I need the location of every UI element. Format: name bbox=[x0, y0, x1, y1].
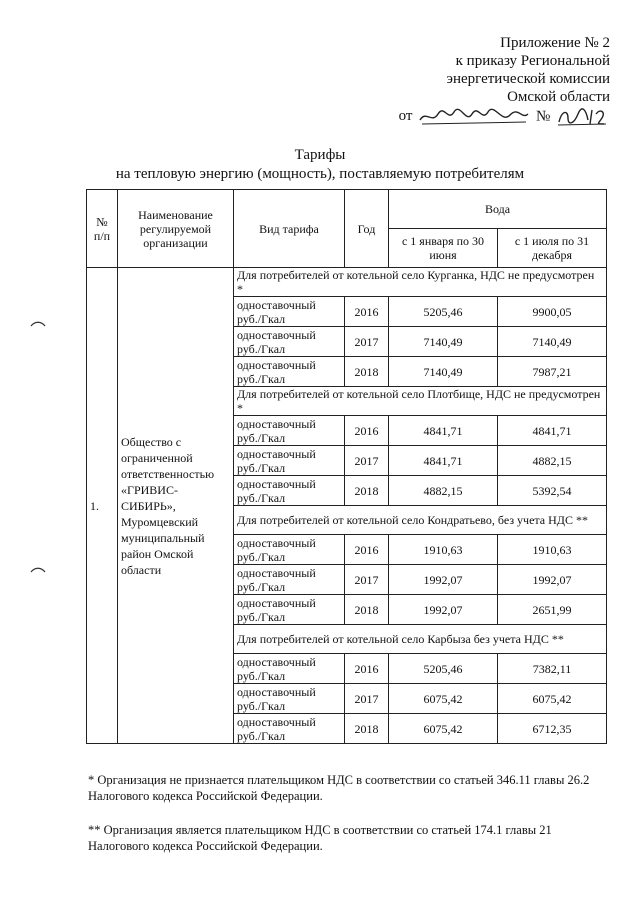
value-first-half-cell: 7140,49 bbox=[389, 327, 498, 357]
header-organization: Наименование регулируемой организации bbox=[118, 190, 234, 268]
year-cell: 2018 bbox=[345, 476, 389, 506]
appendix-date-line bbox=[399, 106, 610, 128]
appendix-line-4: Омской области bbox=[507, 89, 610, 105]
tariff-type-cell: одноставочный руб./Гкал bbox=[234, 565, 345, 595]
tariff-type-cell: одноставочный руб./Гкал bbox=[234, 654, 345, 684]
year-cell: 2018 bbox=[345, 714, 389, 744]
year-cell: 2018 bbox=[345, 357, 389, 387]
tariff-type-cell: одноставочный руб./Гкал bbox=[234, 297, 345, 327]
handwritten-date-signature bbox=[418, 106, 530, 128]
value-first-half-cell: 5205,46 bbox=[389, 654, 498, 684]
value-second-half-cell: 4841,71 bbox=[498, 416, 607, 446]
group-row bbox=[87, 268, 607, 297]
value-first-half-cell: 4841,71 bbox=[389, 416, 498, 446]
group-title: Для потребителей от котельной село Кондратьево, без учета НДС ** bbox=[234, 506, 607, 535]
title-line-2: на тепловую энергию (мощность), поставляемую потребителям bbox=[115, 166, 525, 182]
value-second-half-cell: 1992,07 bbox=[498, 565, 607, 595]
value-second-half-cell: 7382,11 bbox=[498, 654, 607, 684]
value-second-half-cell: 6075,42 bbox=[498, 684, 607, 714]
margin-mark-icon bbox=[30, 320, 46, 328]
value-first-half-cell: 1992,07 bbox=[389, 565, 498, 595]
tariff-type-cell: одноставочный руб./Гкал bbox=[234, 357, 345, 387]
document-title bbox=[0, 146, 640, 184]
footnotes bbox=[88, 772, 608, 872]
value-second-half-cell: 2651,99 bbox=[498, 595, 607, 625]
header-tariff-type: Вид тарифа bbox=[234, 190, 345, 268]
year-cell: 2017 bbox=[345, 446, 389, 476]
value-second-half-cell: 9900,05 bbox=[498, 297, 607, 327]
header-no: № п/п bbox=[87, 190, 118, 268]
tariff-type-cell: одноставочный руб./Гкал bbox=[234, 476, 345, 506]
appendix-ot-label: от bbox=[398, 108, 413, 125]
value-second-half-cell: 7987,21 bbox=[498, 357, 607, 387]
title-line-1: Тарифы bbox=[294, 147, 346, 163]
value-first-half-cell: 7140,49 bbox=[389, 357, 498, 387]
group-title: Для потребителей от котельной село Плотбище, НДС не предусмотрен * bbox=[234, 387, 607, 416]
value-second-half-cell: 1910,63 bbox=[498, 535, 607, 565]
footnote-2: ** Организация является плательщиком НДС в соответствии со статьей 174.1 главы 21 Налогового кодекса Российской Федерации. bbox=[88, 823, 552, 853]
value-second-half-cell: 5392,54 bbox=[498, 476, 607, 506]
group-title: Для потребителей от котельной село Курганка, НДС не предусмотрен * bbox=[234, 268, 607, 297]
value-first-half-cell: 6075,42 bbox=[389, 714, 498, 744]
value-second-half-cell: 7140,49 bbox=[498, 327, 607, 357]
value-second-half-cell: 6712,35 bbox=[498, 714, 607, 744]
year-cell: 2016 bbox=[345, 297, 389, 327]
year-cell: 2016 bbox=[345, 535, 389, 565]
value-first-half-cell: 1910,63 bbox=[389, 535, 498, 565]
value-second-half-cell: 4882,15 bbox=[498, 446, 607, 476]
tariffs-table bbox=[86, 189, 607, 744]
year-cell: 2017 bbox=[345, 327, 389, 357]
year-cell: 2017 bbox=[345, 684, 389, 714]
year-cell: 2018 bbox=[345, 595, 389, 625]
group-title: Для потребителей от котельной село Карбыза без учета НДС ** bbox=[234, 625, 607, 654]
appendix-line-1: Приложение № 2 bbox=[500, 35, 610, 51]
header-year: Год bbox=[345, 190, 389, 268]
value-first-half-cell: 4882,15 bbox=[389, 476, 498, 506]
footnote-1: * Организация не признается плательщиком НДС в соответствии со статьей 346.11 главы 26.2 Налогового кодекса Российской Федерации. bbox=[88, 773, 590, 803]
appendix-line-3: энергетической комиссии bbox=[446, 71, 610, 87]
appendix-no-label: № bbox=[535, 108, 551, 125]
row-number: 1. bbox=[87, 268, 118, 744]
year-cell: 2016 bbox=[345, 654, 389, 684]
value-first-half-cell: 6075,42 bbox=[389, 684, 498, 714]
value-first-half-cell: 5205,46 bbox=[389, 297, 498, 327]
year-cell: 2017 bbox=[345, 565, 389, 595]
year-cell: 2016 bbox=[345, 416, 389, 446]
tariff-type-cell: одноставочный руб./Гкал bbox=[234, 714, 345, 744]
header-water: Вода bbox=[389, 190, 607, 229]
appendix-line-2: к приказу Региональной bbox=[455, 53, 610, 69]
value-first-half-cell: 4841,71 bbox=[389, 446, 498, 476]
appendix-block bbox=[399, 34, 610, 128]
header-first-half: с 1 января по 30 июня bbox=[389, 229, 498, 268]
handwritten-number-signature bbox=[556, 106, 608, 128]
organization-name: Общество с ограниченной ответственностью «ГРИВИС-СИБИРЬ», Муромцевский муниципальный район Омской области bbox=[118, 268, 234, 744]
tariff-type-cell: одноставочный руб./Гкал bbox=[234, 595, 345, 625]
tariff-type-cell: одноставочный руб./Гкал bbox=[234, 416, 345, 446]
margin-mark-icon bbox=[30, 566, 46, 574]
tariff-type-cell: одноставочный руб./Гкал bbox=[234, 446, 345, 476]
tariff-type-cell: одноставочный руб./Гкал bbox=[234, 327, 345, 357]
header-second-half: с 1 июля по 31 декабря bbox=[498, 229, 607, 268]
value-first-half-cell: 1992,07 bbox=[389, 595, 498, 625]
tariff-type-cell: одноставочный руб./Гкал bbox=[234, 535, 345, 565]
tariff-type-cell: одноставочный руб./Гкал bbox=[234, 684, 345, 714]
